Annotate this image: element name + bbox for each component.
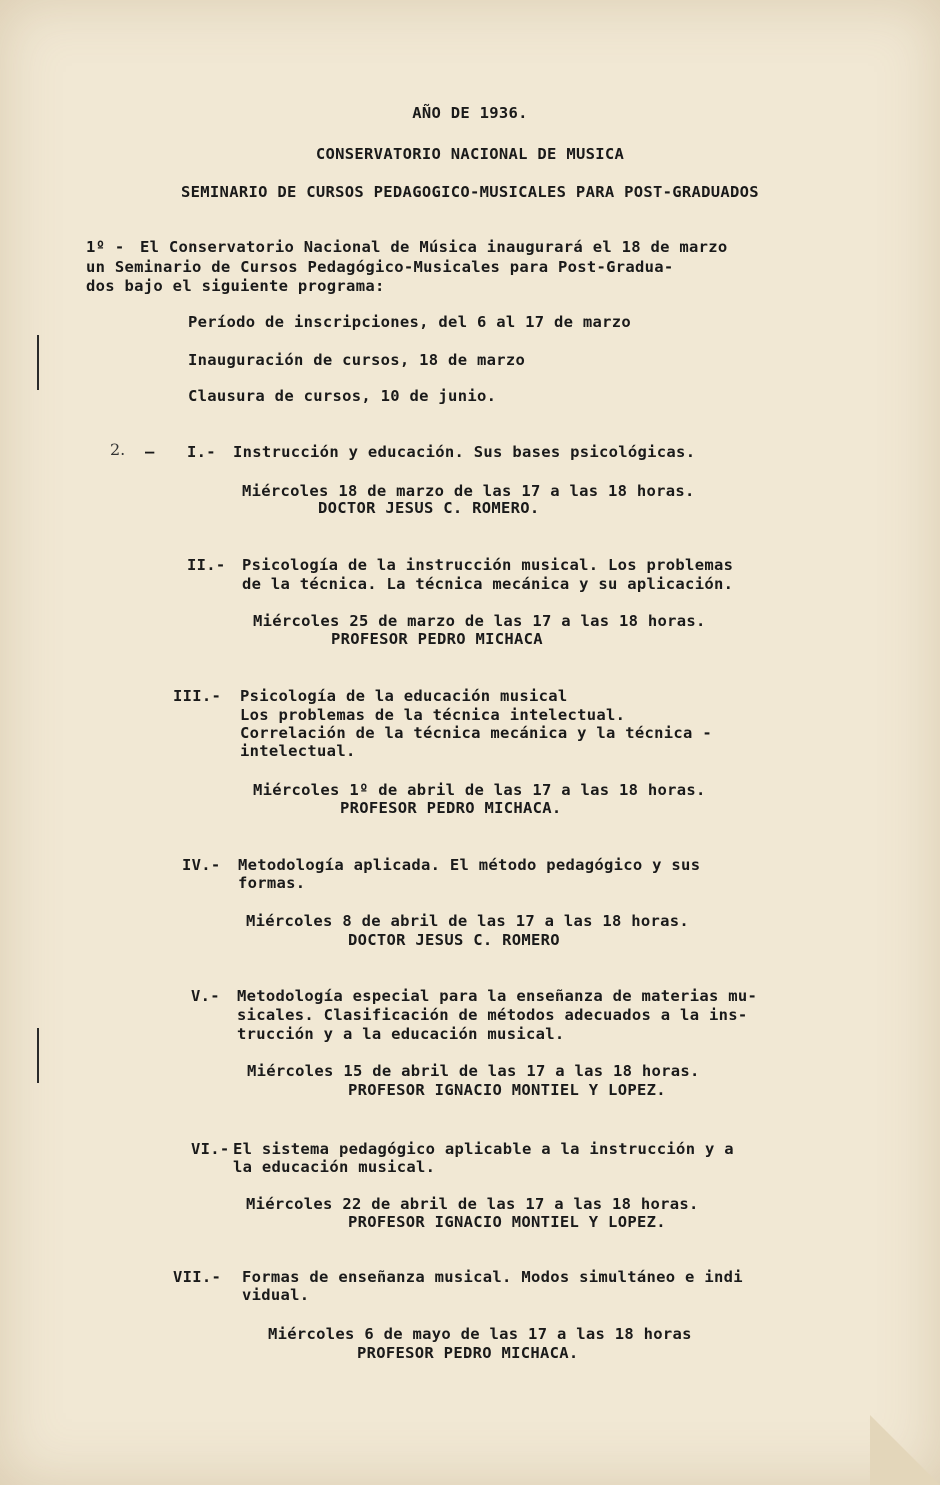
section-2-number: 2. <box>110 440 126 459</box>
course-numeral: III.- <box>173 687 222 705</box>
course-title-line: la educación musical. <box>233 1158 436 1176</box>
course-teacher: PROFESOR IGNACIO MONTIEL Y LOPEZ. <box>348 1081 666 1099</box>
course-numeral: II.- <box>187 556 226 574</box>
course-teacher: DOCTOR JESUS C. ROMERO. <box>318 499 540 517</box>
section-2-dash: — <box>145 443 155 461</box>
course-date: Miércoles 18 de marzo de las 17 a las 18 horas. <box>242 482 695 500</box>
course-date: Miércoles 25 de marzo de las 17 a las 18 horas. <box>253 612 706 630</box>
course-title-line: Psicología de la instrucción musical. Los problemas <box>242 556 734 574</box>
course-title-line: Instrucción y educación. Sus bases psicológicas. <box>233 443 696 461</box>
course-title-line: de la técnica. La técnica mecánica y su aplicación. <box>242 575 734 593</box>
institution-heading: CONSERVATORIO NACIONAL DE MUSICA <box>315 145 625 163</box>
course-title-line: Metodología aplicada. El método pedagógico y sus <box>238 856 701 874</box>
course-title-line: Psicología de la educación musical <box>240 687 568 705</box>
course-numeral: IV.- <box>182 856 221 874</box>
section-1-line: dos bajo el siguiente programa: <box>86 277 385 295</box>
closing-date: Clausura de cursos, 10 de junio. <box>188 387 497 405</box>
course-title-line: intelectual. <box>240 742 356 760</box>
section-1-line: El Conservatorio Nacional de Música inaugurará el 18 de marzo <box>140 238 728 256</box>
course-title-line: formas. <box>238 874 306 892</box>
inauguration-date: Inauguración de cursos, 18 de marzo <box>188 351 526 369</box>
course-teacher: DOCTOR JESUS C. ROMERO <box>348 931 560 949</box>
margin-mark <box>37 1028 39 1083</box>
year-heading: AÑO DE 1936. <box>412 104 528 122</box>
course-date: Miércoles 15 de abril de las 17 a las 18 horas. <box>247 1062 700 1080</box>
course-teacher: PROFESOR PEDRO MICHACA. <box>357 1344 579 1362</box>
section-1-line: un Seminario de Cursos Pedagógico-Musicales para Post-Gradua- <box>86 258 674 276</box>
course-date: Miércoles 8 de abril de las 17 a las 18 horas. <box>246 912 690 930</box>
course-date: Miércoles 22 de abril de las 17 a las 18 horas. <box>246 1195 699 1213</box>
course-title-line: sicales. Clasificación de métodos adecuados a la ins- <box>237 1006 748 1024</box>
course-teacher: PROFESOR IGNACIO MONTIEL Y LOPEZ. <box>348 1213 666 1231</box>
course-title-line: Metodología especial para la enseñanza de materias mu- <box>237 987 758 1005</box>
margin-mark <box>37 335 39 390</box>
course-title-line: trucción y a la educación musical. <box>237 1025 565 1043</box>
folded-corner <box>870 1415 940 1485</box>
seminar-heading: SEMINARIO DE CURSOS PEDAGOGICO-MUSICALES PARA POST-GRADUADOS <box>181 183 759 201</box>
course-date: Miércoles 1º de abril de las 17 a las 18 horas. <box>253 781 706 799</box>
course-date: Miércoles 6 de mayo de las 17 a las 18 horas <box>268 1325 692 1343</box>
course-teacher: PROFESOR PEDRO MICHACA. <box>340 799 562 817</box>
course-numeral: VII.- <box>173 1268 222 1286</box>
course-title-line: vidual. <box>242 1286 310 1304</box>
course-teacher: PROFESOR PEDRO MICHACA <box>331 630 543 648</box>
course-title-line: Formas de enseñanza musical. Modos simultáneo e indi <box>242 1268 743 1286</box>
section-1-number: 1º - <box>86 238 125 256</box>
course-numeral: V.- <box>191 987 220 1005</box>
course-numeral: VI.- <box>191 1140 230 1158</box>
course-numeral: I.- <box>187 443 216 461</box>
inscription-period: Período de inscripciones, del 6 al 17 de marzo <box>188 313 632 331</box>
course-title-line: Los problemas de la técnica intelectual. <box>240 706 626 724</box>
course-title-line: Correlación de la técnica mecánica y la técnica - <box>240 724 712 742</box>
course-title-line: El sistema pedagógico aplicable a la instrucción y a <box>233 1140 734 1158</box>
